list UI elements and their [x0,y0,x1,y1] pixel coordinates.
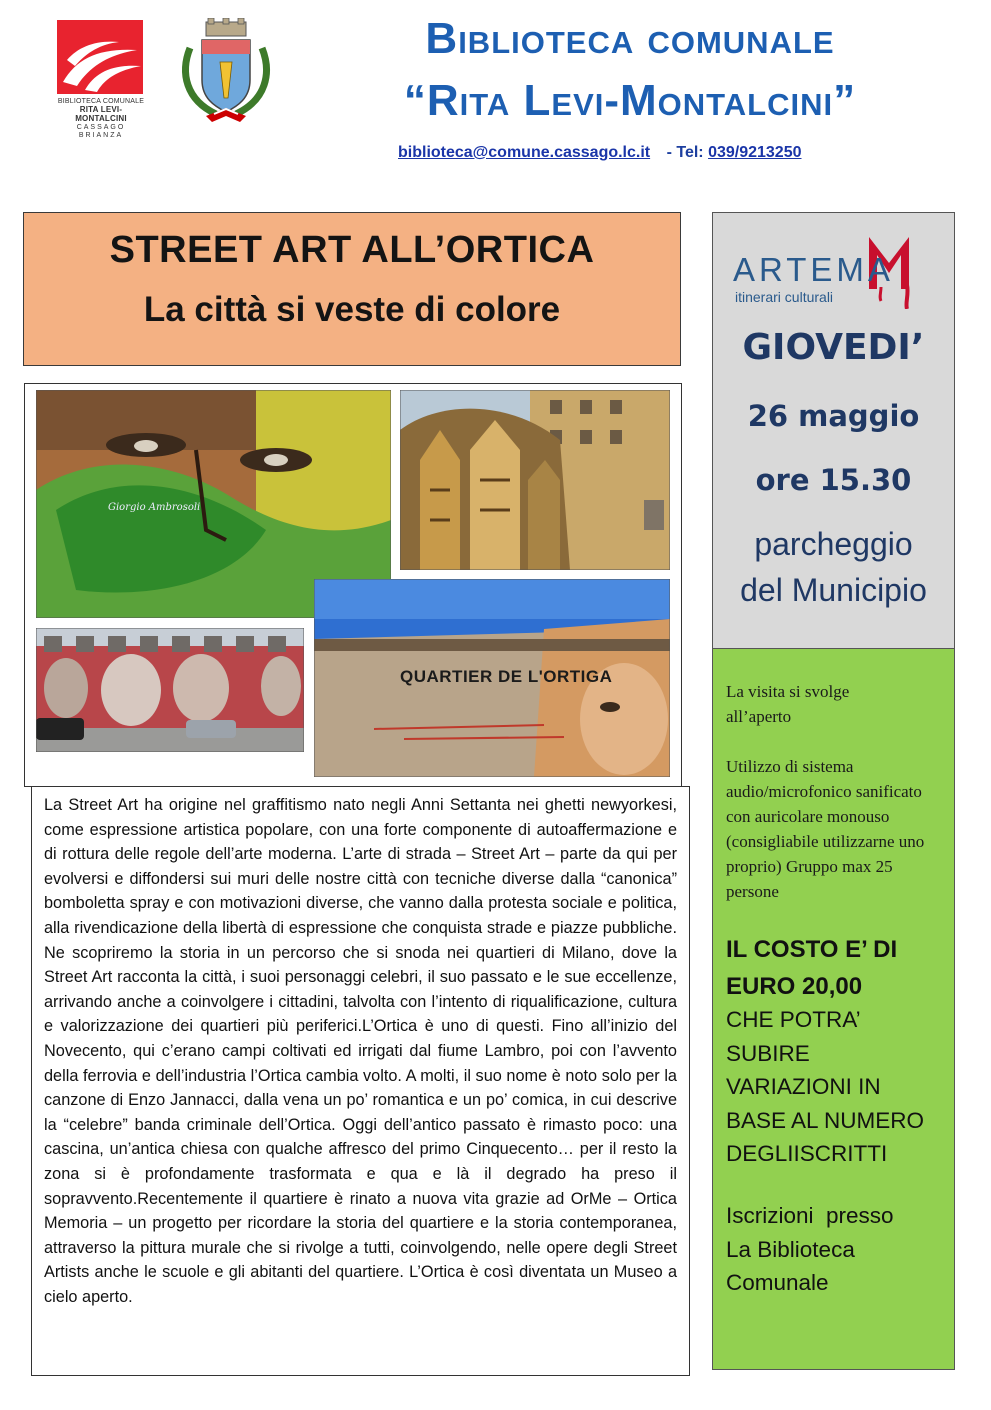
description-text: La Street Art ha origine nel graffitismo nato negli Anni Settanta nei ghetti newyorkesi, come espressione artistica popolare, con una forte componente di autoaffermazione e di rottura delle regole dell’arte moderna. L’arte di strada – Street Art – parte da qui per evolversi e diffondersi sui muri delle nostre città con tecniche diverse dalla “canonica” bomboletta spray e con motivazioni diverse, che vanno dalla protesta sociale e politica, alla rivendicazione della libertà di espressione che conquista strade e piazze pubbliche. Ne scopriremo la storia in un percorso che si snoda nei quartieri di Milano, dove la Street Art racconta la città, i suoi personaggi celebri, il suo passato e le sue eccellenze, arrivando anche a coinvolgere i cittadini, talvolta con l’intento di riqualificazione, cultura e valorizzazione dei quartieri più periferici.L’Ortica è uno di questi. Fino all’inizio del Novecento, qui c’erano campi coltivati ed irrigati dal fiume Lambro, poi con l’avvento della ferrovia e dell’industria l’Ortica cambia volto. A molti, il suo nome è noto solo per la canzone di Enzo Jannacci, dalla vena un po’ romantica e un po’ comica, in cui descrive la “celebre” banda criminale dell’Ortica. Oggi dell’antico passato è rimasto poco: una cascina, un’antica chiesa con qualche affresco del primo Cinquecento… per il resto la zona si è profondamente trasformata e qua e là il degrado ha preso il sopravvento.Recentemente il quartiere è rinato a nuova vita grazie ad OrMe – Ortica Memoria – un progetto per ricordare la storia del quartiere e la storia contemporanea, attraverso la pittura murale che si rivolge a tutti, coinvolgendo, nelle opere degli Street Artists anche le scuole e gli abitanti del quartiere. L’Ortica è così diventata un Museo a cielo aperto. [44,796,677,1306]
outdoor-note-line2: all’aperto [726,707,792,726]
coat-of-arms-icon [176,18,276,124]
vary-line2: SUBIRE [726,1040,810,1066]
photo-faces-building [36,628,304,752]
library-name-line1: Biblioteca comunale [425,14,835,63]
event-info-panel [712,648,955,1370]
photo-building-mural [400,390,670,570]
enroll-line3: Comunale [726,1270,829,1295]
event-day: GIOVEDI’ [742,327,925,368]
vary-line5: DEGLIISCRITTI [726,1141,888,1166]
price-variation-note [726,1003,951,1171]
cost-line2: EURO 20,00 [726,973,863,1000]
phone-link[interactable]: 039/9213250 [708,144,802,161]
outdoor-note [726,679,948,729]
event-title: STREET ART ALL’ORTICA [109,229,595,271]
library-name-line2: “Rita Levi-Montalcini” [403,76,857,125]
cost-line1: IL COSTO E’ DI [726,936,898,963]
logo-caption-line1: BIBLIOTECA COMUNALE [57,98,145,105]
outdoor-note-line1: La visita si svolge [726,682,850,701]
library-logo [57,20,145,139]
meeting-place-line2: del Municipio [740,572,927,608]
enroll-line1: Iscrizioni presso [726,1203,894,1228]
logo-caption-line2: RITA LEVI-MONTALCINI [75,105,127,123]
event-subtitle: La città si veste di colore [143,290,561,329]
enroll-line2: La Biblioteca [726,1236,855,1262]
ortica-sign-text: QUARTIER DE L'ORTIGA [400,667,613,686]
meeting-place-line1: parcheggio [754,526,913,562]
artema-brand: ARTEMA [733,251,894,288]
library-logo-caption [57,98,145,140]
meeting-place [713,521,954,613]
event-date: 26 maggio [747,399,920,433]
enrollment-note [726,1199,948,1300]
photo-ortica-sign [314,579,670,777]
audio-system-note: Utilizzo di sistema audio/microfonico sanificato con auricolare monouso (consigliabile utilizzarne uno proprio) Gruppo max 25 persone [726,757,925,901]
artema-logo [731,229,941,309]
description-box [31,786,690,1376]
event-time: ore 15.30 [755,463,912,497]
municipal-coat-of-arms [176,18,276,124]
vary-line1: CHE POTRA’ [726,1007,861,1032]
vary-line4: BASE AL NUMERO [726,1107,924,1133]
cost-notice [726,931,948,1005]
artema-tagline: itinerari culturali [735,289,834,305]
vary-line3: VARIAZIONI IN [726,1074,881,1099]
photo-collage [24,383,682,787]
email-link[interactable]: biblioteca@comune.cassago.lc.it [398,144,651,161]
contact-line [398,144,802,162]
library-logo-swoosh-icon [57,20,143,94]
tel-prefix: - Tel: [666,144,704,161]
event-title-box [23,212,681,366]
event-details-panel [712,212,955,650]
library-logo-mark [57,20,143,94]
mural-signature: Giorgio Ambrosoli [108,502,201,513]
logo-caption-line3: CASSAGO BRIANZA [76,124,126,139]
